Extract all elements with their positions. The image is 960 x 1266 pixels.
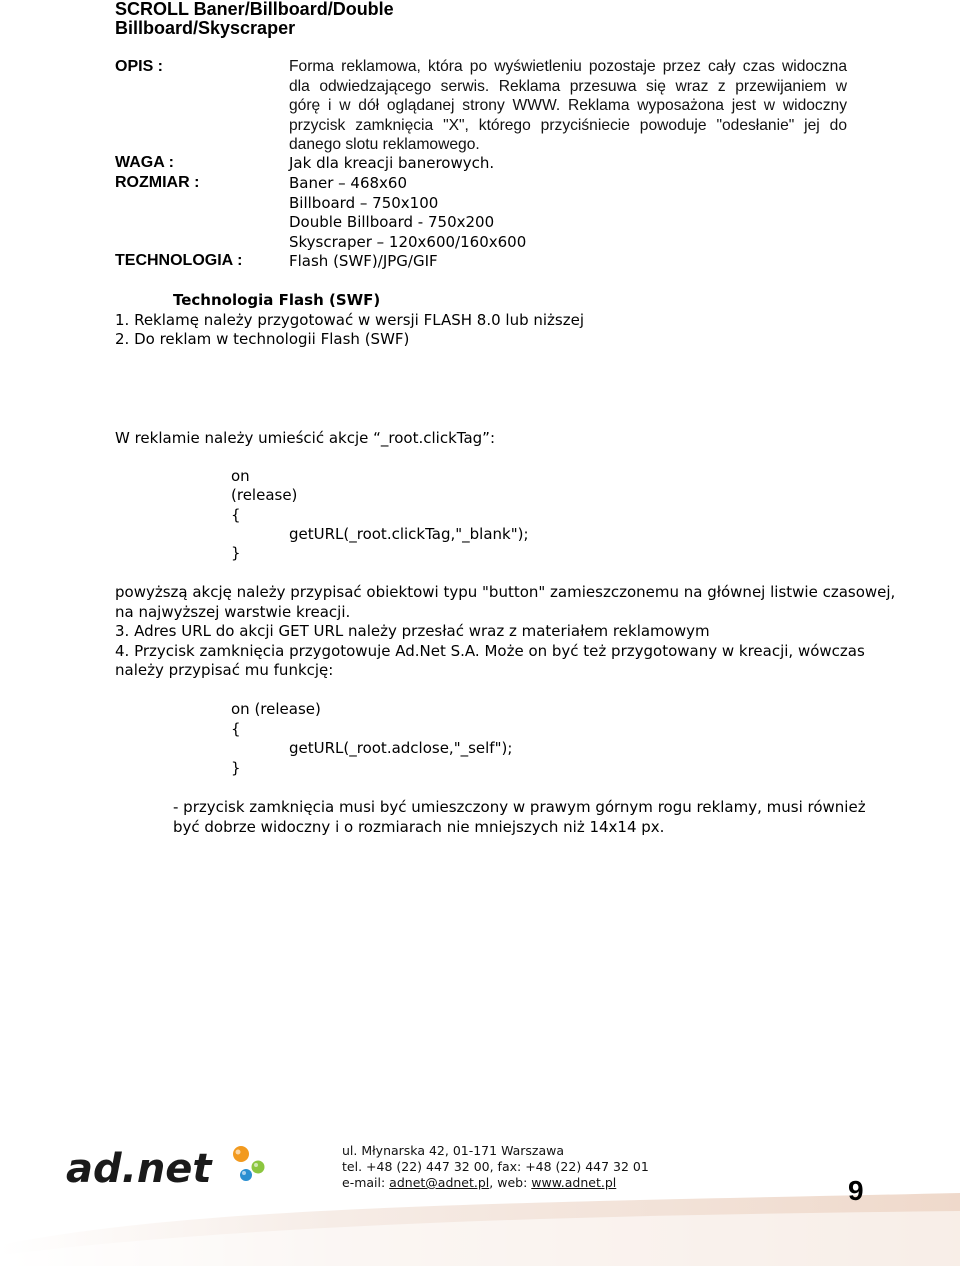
opis-line: przycisk zamknięcia "X", którego przyciśniecie powoduje "odesłanie" jej do: [289, 116, 847, 134]
footer-address: ul. Młynarska 42, 01-171 Warszawa: [342, 1143, 565, 1158]
opis-line: Forma reklamowa, która po wyświetleniu pozostaje przez cały czas widoczna: [289, 58, 847, 75]
flash-item-2: 2. Do reklam w technologii Flash (SWF): [115, 330, 410, 348]
page-number: 9: [848, 1175, 864, 1206]
logo-text: ad.net: [66, 1146, 212, 1190]
note-item-4: 4. Przycisk zamknięcia przygotowuje Ad.Net S.A. Może on być też przygotowany w kreacji, wówczas: [115, 642, 865, 660]
footer-contact: [342, 1175, 616, 1191]
note-item-4-cont: należy przypisać mu funkcję:: [115, 661, 334, 679]
code-line: {: [231, 720, 241, 738]
note-line: na najwyższej warstwie kreacji.: [115, 603, 351, 621]
opis-text: [289, 57, 847, 155]
opis-line: dla odwiedzającego serwis. Reklama przesuwa się wraz z przewijaniem w: [289, 77, 847, 95]
flash-item-1: 1. Reklamę należy przygotować w wersji FLASH 8.0 lub niższej: [115, 311, 584, 329]
logo-green-dot-icon: [252, 1161, 265, 1174]
opis-label: OPIS :: [115, 58, 164, 75]
code-line: {: [231, 506, 241, 524]
web-link[interactable]: www.adnet.pl: [531, 1175, 617, 1190]
opis-line: danego slotu reklamowego.: [289, 136, 480, 154]
code-line: getURL(_root.clickTag,"_blank");: [289, 525, 529, 543]
clicktag-intro: W reklamie należy umieścić akcje “_root.clickTag”:: [115, 429, 495, 447]
flash-heading: Technologia Flash (SWF): [173, 291, 381, 309]
web-prefix: , web:: [489, 1175, 532, 1190]
email-link[interactable]: adnet@adnet.pl: [389, 1175, 490, 1190]
code-line: }: [231, 759, 241, 777]
rozmiar-value: Billboard – 750x100: [289, 194, 439, 212]
waga-value: Jak dla kreacji banerowych.: [289, 154, 495, 172]
closing-note-line: być dobrze widoczny i o rozmiarach nie mniejszych niż 14x14 px.: [173, 818, 665, 836]
rozmiar-value: Skyscraper – 120x600/160x600: [289, 233, 527, 251]
note-line: powyższą akcję należy przypisać obiektowi typu "button" zamieszczonemu na głównej listwie czasowej,: [115, 583, 896, 601]
page-title-line1: SCROLL Baner/Billboard/Double: [115, 0, 394, 19]
technologia-value: Flash (SWF)/JPG/GIF: [289, 252, 438, 270]
logo-orange-dot-icon: [233, 1146, 249, 1162]
technologia-label: TECHNOLOGIA :: [115, 252, 243, 269]
footer-swoosh: [0, 1185, 960, 1266]
adnet-logo: [66, 1140, 276, 1190]
opis-line: górę i w dół oglądanej strony WWW. Reklama wyposażona jest w widoczny: [289, 97, 847, 115]
footer-phone: tel. +48 (22) 447 32 00, fax: +48 (22) 447 32 01: [342, 1159, 649, 1174]
page-title-line2: Billboard/Skyscraper: [115, 18, 296, 38]
closing-note-line: - przycisk zamknięcia musi być umieszczony w prawym górnym rogu reklamy, musi również: [173, 798, 866, 816]
email-prefix: e-mail:: [342, 1175, 390, 1190]
code-line: getURL(_root.adclose,"_self");: [289, 739, 513, 757]
code-line: (release): [231, 486, 298, 504]
rozmiar-value: Baner – 468x60: [289, 174, 408, 192]
logo-blue-dot-icon: [240, 1169, 252, 1181]
rozmiar-value: Double Billboard - 750x200: [289, 213, 495, 231]
rozmiar-label: ROZMIAR :: [115, 174, 200, 191]
waga-label: WAGA :: [115, 154, 174, 171]
code-line: }: [231, 544, 241, 562]
code-line: on (release): [231, 700, 321, 718]
code-line: on: [231, 467, 250, 485]
note-item-3: 3. Adres URL do akcji GET URL należy przesłać wraz z materiałem reklamowym: [115, 622, 710, 640]
